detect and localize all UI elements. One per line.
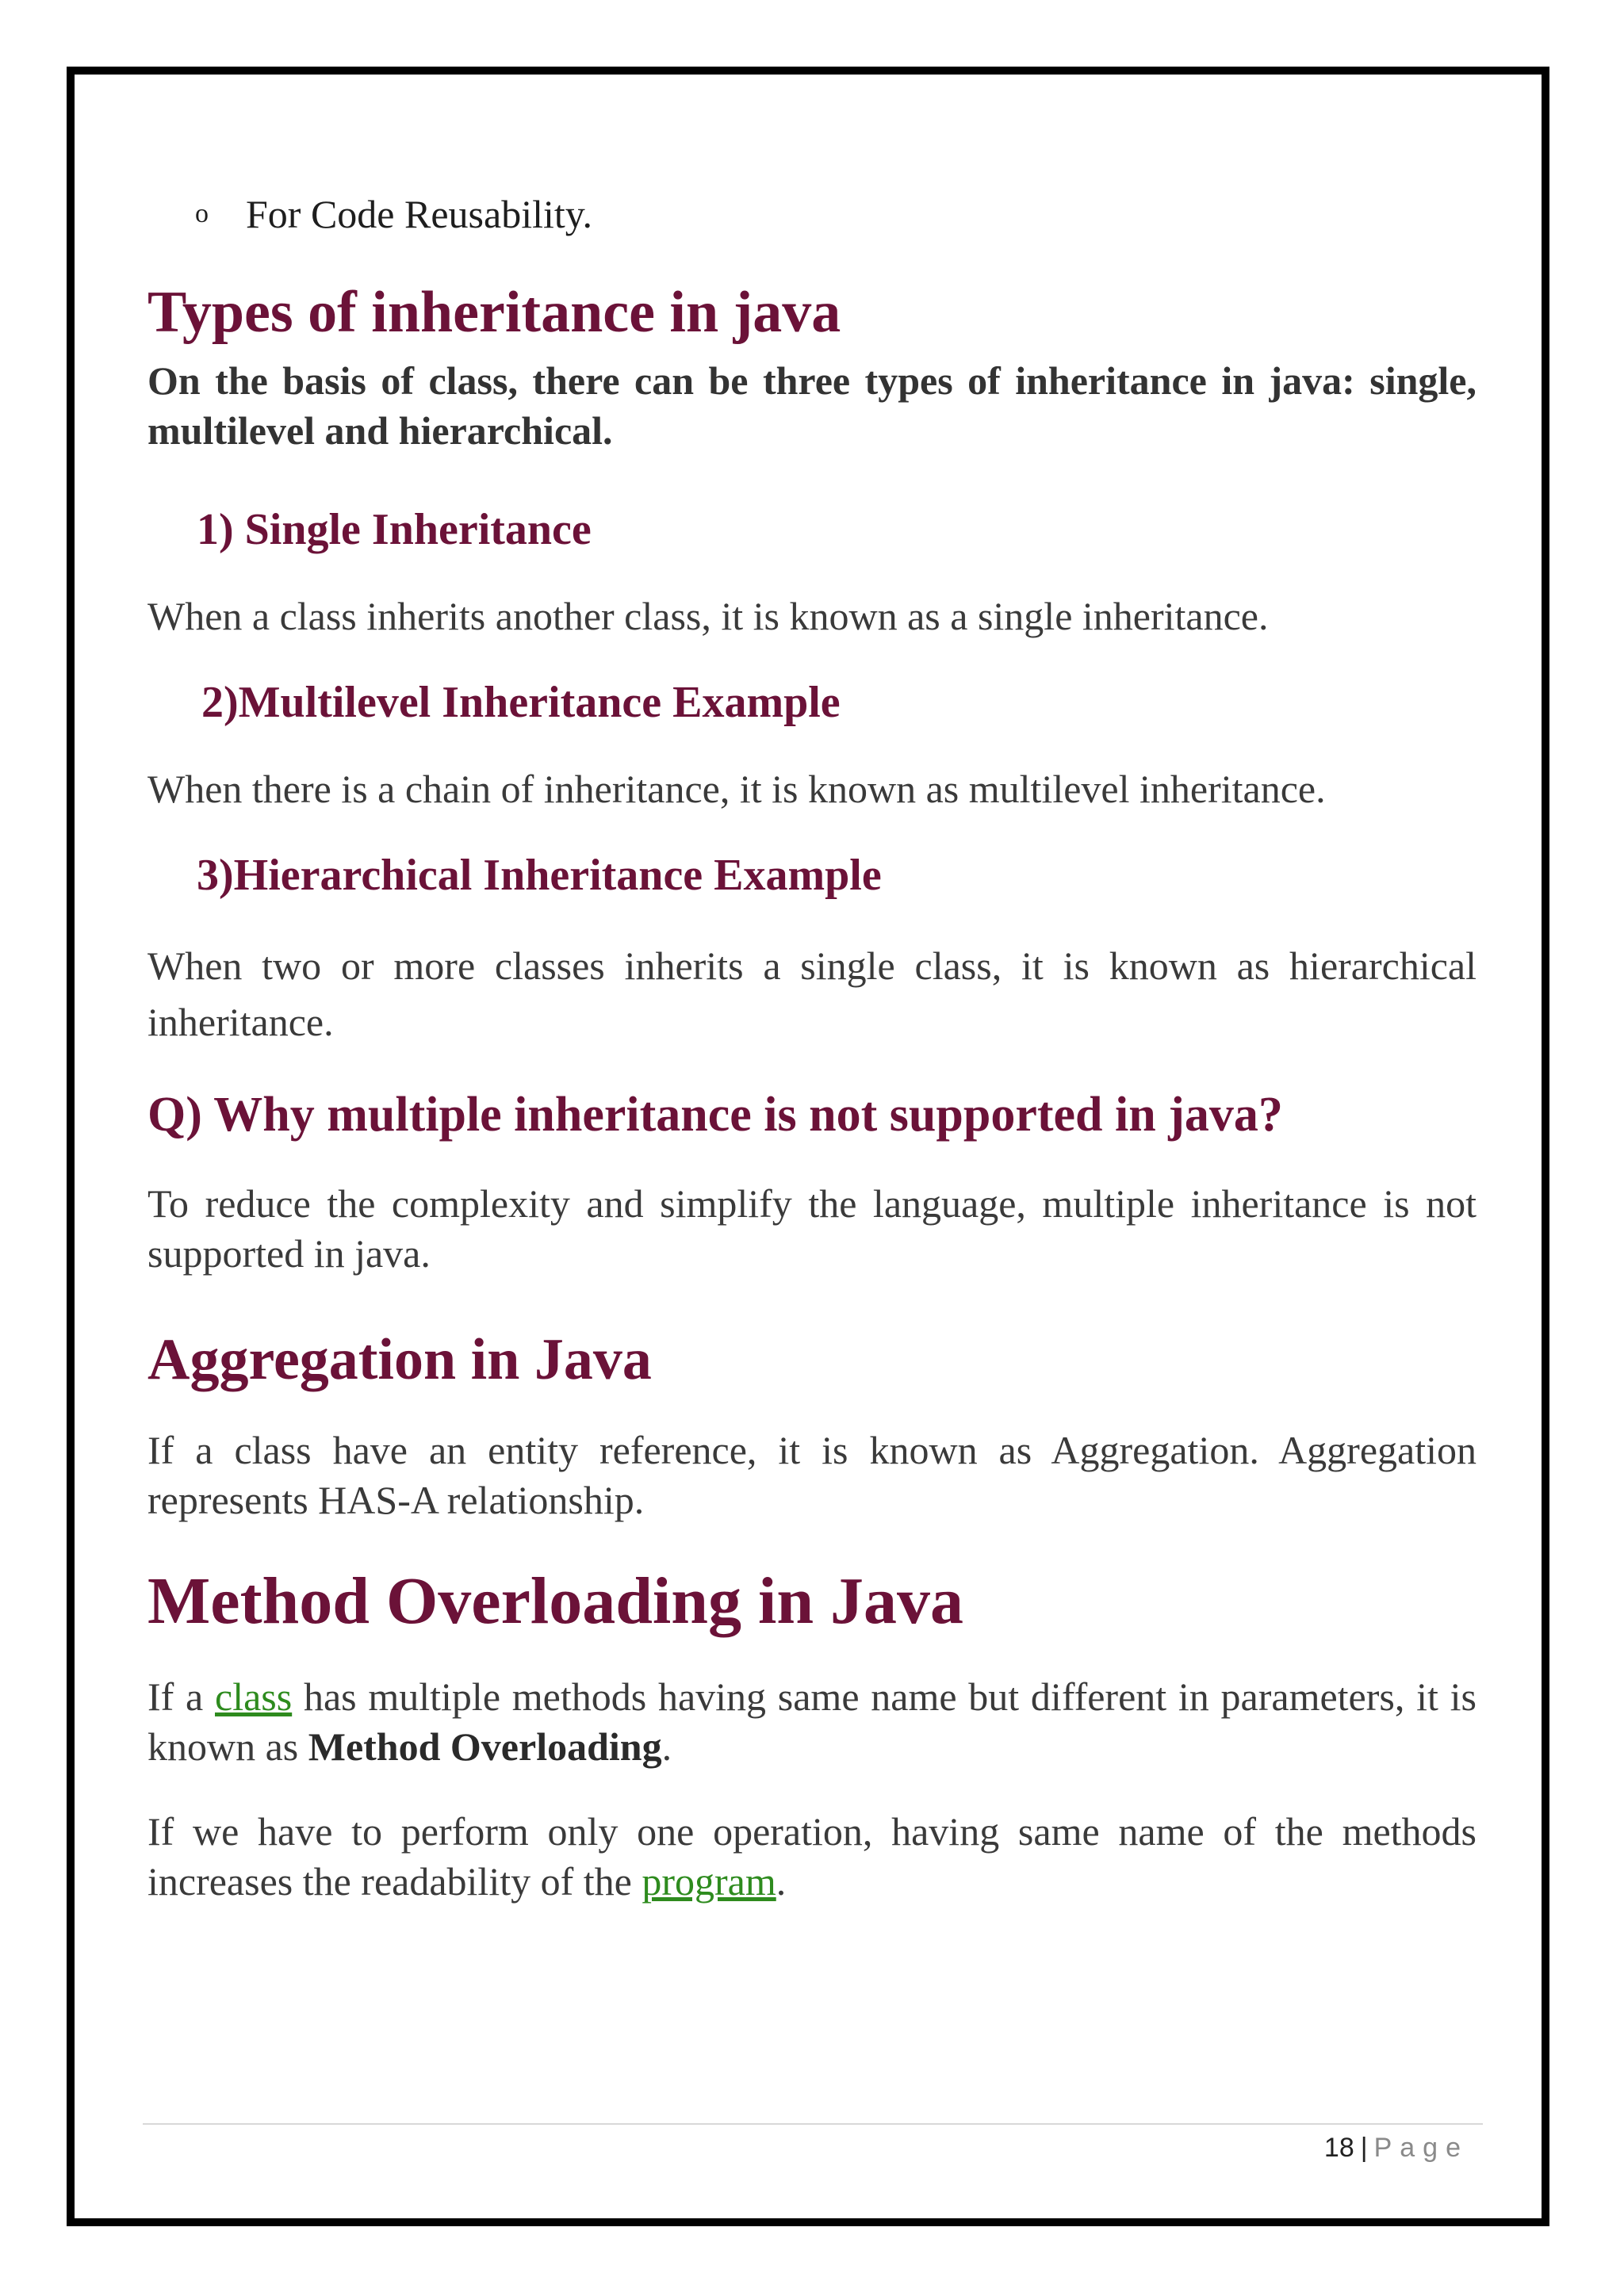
- multilevel-heading: 2)Multilevel Inheritance Example: [201, 678, 841, 728]
- overloading-p2-before: If we have to perform only one operation, having same name of the methods increases the readability of the: [147, 1808, 1477, 1904]
- question-text: To reduce the complexity and simplify the language, multiple inheritance is not supported in java.: [147, 1181, 1477, 1276]
- multilevel-text: When there is a chain of inheritance, it is known as multilevel inheritance.: [147, 767, 1326, 812]
- overloading-p1-after: .: [661, 1724, 672, 1769]
- method-overloading-term: Method Overloading: [308, 1724, 662, 1769]
- class-link[interactable]: class: [215, 1674, 293, 1719]
- overloading-paragraph-1: [147, 1672, 1477, 1772]
- page-number: 18: [1323, 2133, 1354, 2163]
- aggregation-text: If a class have an entity reference, it is known as Aggregation. Aggregation represents HAS-A relationship.: [147, 1428, 1477, 1523]
- types-heading: Types of inheritance in java: [147, 280, 841, 345]
- overloading-heading: Method Overloading in Java: [147, 1564, 964, 1639]
- types-lead: On the basis of class, there can be three types of inheritance in java: single, multilevel and hierarchical.: [147, 358, 1477, 453]
- footer-divider: [143, 2123, 1483, 2125]
- bullet-item: [147, 190, 1477, 238]
- hierarchical-heading: 3)Hierarchical Inheritance Example: [197, 851, 882, 901]
- page-label: Page: [1373, 2133, 1469, 2163]
- page-footer: [1324, 2133, 1469, 2164]
- overloading-p2-after: .: [776, 1858, 787, 1904]
- bullet-marker-icon: o: [195, 199, 209, 228]
- single-heading: 1) Single Inheritance: [197, 505, 592, 555]
- bullet-text: For Code Reusability.: [246, 192, 593, 236]
- overloading-p1-middle: has multiple methods having same name but different in parameters, it is known as: [147, 1674, 1477, 1769]
- page-content: [147, 190, 1477, 1942]
- overloading-p1-before: If a: [147, 1674, 215, 1719]
- footer-separator: |: [1360, 2133, 1368, 2163]
- question-heading: Q) Why multiple inheritance is not supported in java?: [147, 1087, 1283, 1142]
- aggregation-heading: Aggregation in Java: [147, 1327, 652, 1393]
- single-text: When a class inherits another class, it is known as a single inheritance.: [147, 594, 1269, 639]
- overloading-paragraph-2: [147, 1807, 1477, 1907]
- hierarchical-text: When two or more classes inherits a single class, it is known as hierarchical inheritance.: [147, 943, 1477, 1044]
- program-link[interactable]: program: [642, 1858, 776, 1904]
